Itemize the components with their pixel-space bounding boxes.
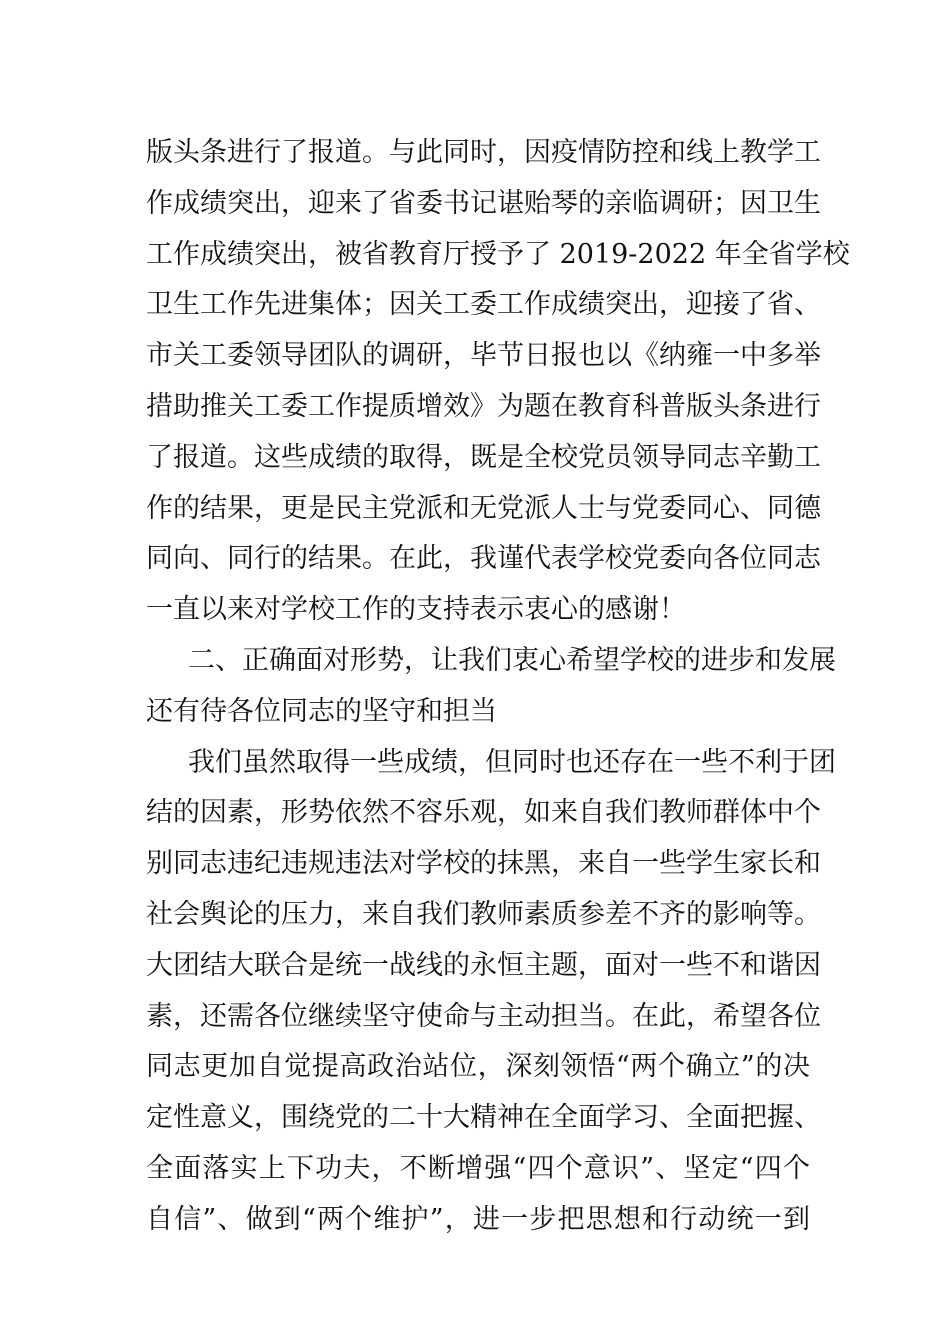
paragraph-1-line-8: 作的结果，更是民主党派和无党派人士与党委同心、同德	[146, 492, 821, 524]
paragraph-3-line-7: 同志更加自觉提高政治站位，深刻领悟“两个确立”的决	[146, 1051, 810, 1083]
paragraph-3-line-5: 大团结大联合是统一战线的永恒主题，面对一些不和谐因	[146, 949, 821, 981]
paragraph-3-line-4: 社会舆论的压力，来自我们教师素质参差不齐的影响等。	[146, 898, 821, 930]
paragraph-1-line-10: 一直以来对学校工作的支持表示衷心的感谢！	[146, 594, 686, 626]
paragraph-3-line-3: 别同志违纪违规违法对学校的抹黑，来自一些学生家长和	[146, 848, 821, 880]
paragraph-1-line-9: 同向、同行的结果。在此，我谨代表学校党委向各位同志	[146, 543, 821, 575]
paragraph-3-line-8: 定性意义，围绕党的二十大精神在全面学习、全面把握、	[146, 1102, 821, 1134]
paragraph-3-line-10: 自信”、做到“两个维护”，进一步把思想和行动统一到	[146, 1203, 810, 1235]
paragraph-3-line-1: 我们虽然取得一些成绩，但同时也还存在一些不利于团	[188, 746, 836, 778]
paragraph-3-line-2: 结的因素，形势依然不容乐观，如来自我们教师群体中个	[146, 797, 821, 829]
paragraph-1-line-5: 市关工委领导团队的调研，毕节日报也以《纳雍一中多举	[146, 340, 821, 372]
body-text	[146, 128, 850, 1246]
paragraph-1-line-4: 卫生工作先进集体；因关工委工作成绩突出，迎接了省、	[146, 289, 821, 321]
paragraph-3-line-6: 素，还需各位继续坚守使命与主动担当。在此，希望各位	[146, 1000, 821, 1032]
paragraph-1-line-7: 了报道。这些成绩的取得，既是全校党员领导同志辛勤工	[146, 441, 821, 473]
paragraph-1-line-2: 作成绩突出，迎来了省委书记谌贻琴的亲临调研；因卫生	[146, 187, 821, 219]
section-heading-line-1: 二、正确面对形势，让我们衷心希望学校的进步和发展	[188, 644, 836, 676]
paragraph-1-line-3: 工作成绩突出，被省教育厅授予了 2019-2022 年全省学校	[146, 238, 850, 270]
paragraph-3-line-9: 全面落实上下功夫，不断增强“四个意识”、坚定“四个	[146, 1152, 810, 1184]
paragraph-1-line-6: 措助推关工委工作提质增效》为题在教育科普版头条进行	[146, 390, 821, 422]
paragraph-1-line-1: 版头条进行了报道。与此同时，因疫情防控和线上教学工	[146, 137, 821, 168]
section-heading-line-2: 还有待各位同志的坚守和担当	[146, 695, 497, 727]
